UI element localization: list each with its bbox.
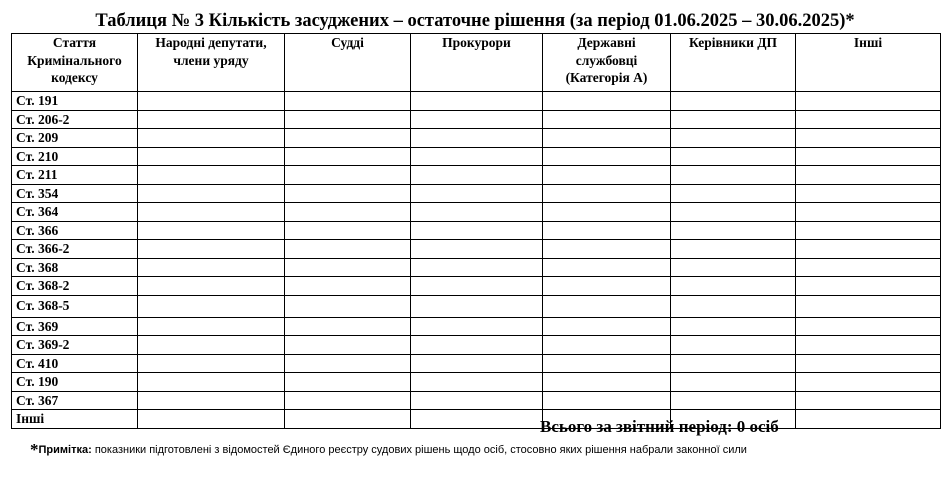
table-cell (285, 184, 411, 203)
table-cell (671, 166, 796, 185)
table-row (12, 295, 941, 317)
footnote-asterisk: * (30, 440, 39, 459)
table-cell (411, 184, 543, 203)
table-cell (411, 92, 543, 111)
table-cell (796, 184, 941, 203)
table-cell (138, 354, 285, 373)
row-article: Ст. 368-5 (12, 295, 138, 317)
table-cell (138, 317, 285, 336)
row-article: Ст. 369-2 (12, 336, 138, 355)
table-cell (138, 258, 285, 277)
table-cell (796, 295, 941, 317)
row-article: Ст. 210 (12, 147, 138, 166)
table-cell (138, 391, 285, 410)
table-cell (671, 258, 796, 277)
table-cell (285, 110, 411, 129)
row-article: Ст. 366 (12, 221, 138, 240)
table-row (12, 110, 941, 129)
table-cell (411, 373, 543, 392)
col-header-deputies: Народні депутати, члени уряду (138, 34, 285, 92)
col-header-enterprise-heads: Керівники ДП (671, 34, 796, 92)
table-cell (285, 277, 411, 296)
table-cell (671, 373, 796, 392)
table-cell (543, 203, 671, 222)
table-cell (543, 354, 671, 373)
table-cell (285, 258, 411, 277)
col-header-civil-servants: Державні службовці (Категорія А) (543, 34, 671, 92)
table-cell (138, 184, 285, 203)
table-cell (138, 295, 285, 317)
row-article: Ст. 368-2 (12, 277, 138, 296)
table-cell (543, 317, 671, 336)
table-cell (796, 166, 941, 185)
table-cell (285, 410, 411, 429)
col-header-prosecutors: Прокурори (411, 34, 543, 92)
table-cell (138, 92, 285, 111)
table-cell (796, 203, 941, 222)
table-row (12, 277, 941, 296)
table-row (12, 391, 941, 410)
table-cell (138, 110, 285, 129)
table-cell (285, 354, 411, 373)
table-cell (796, 373, 941, 392)
table-cell (796, 240, 941, 259)
table-row (12, 317, 941, 336)
col-header-article: Стаття Кримінального кодексу (12, 34, 138, 92)
table-cell (671, 92, 796, 111)
table-row (12, 410, 941, 429)
table-cell (285, 129, 411, 148)
table-cell (796, 92, 941, 111)
row-article: Ст. 368 (12, 258, 138, 277)
table-cell (671, 147, 796, 166)
table-row (12, 147, 941, 166)
table-cell (543, 277, 671, 296)
table-row (12, 373, 941, 392)
table-cell (796, 129, 941, 148)
row-article: Ст. 191 (12, 92, 138, 111)
table-cell (543, 92, 671, 111)
table-cell (543, 110, 671, 129)
table-cell (543, 373, 671, 392)
table-cell (671, 129, 796, 148)
table-cell (138, 336, 285, 355)
table-row (12, 240, 941, 259)
header-row (12, 34, 941, 92)
table-cell (285, 221, 411, 240)
table-cell (138, 203, 285, 222)
table-cell (796, 110, 941, 129)
row-article: Ст. 366-2 (12, 240, 138, 259)
row-article: Ст. 209 (12, 129, 138, 148)
footnote (30, 440, 747, 460)
table-cell (411, 336, 543, 355)
total-summary: Всього за звітний період: 0 осіб (540, 417, 779, 436)
table-cell (285, 92, 411, 111)
table-cell (543, 166, 671, 185)
table-cell (285, 240, 411, 259)
table-row (12, 336, 941, 355)
table-cell (671, 354, 796, 373)
table-title: Таблиця № 3 Кількість засуджених – остаточне рішення (за період 01.06.2025 – 30.06.2025)* (95, 11, 855, 31)
table-cell (138, 147, 285, 166)
table-cell (411, 129, 543, 148)
table-cell (796, 221, 941, 240)
row-article: Ст. 354 (12, 184, 138, 203)
table-cell (411, 147, 543, 166)
table-cell (671, 110, 796, 129)
table-cell (543, 295, 671, 317)
col-header-judges: Судді (285, 34, 411, 92)
table-cell (671, 221, 796, 240)
table-cell (671, 295, 796, 317)
row-article: Інші (12, 410, 138, 429)
table-cell (543, 129, 671, 148)
table-cell (796, 147, 941, 166)
table-cell (138, 277, 285, 296)
table-row (12, 203, 941, 222)
table-cell (138, 221, 285, 240)
table-cell (411, 203, 543, 222)
table-cell (285, 391, 411, 410)
table-cell (411, 410, 543, 429)
row-article: Ст. 369 (12, 317, 138, 336)
table-cell (796, 410, 941, 429)
table-cell (138, 129, 285, 148)
row-article: Ст. 410 (12, 354, 138, 373)
table-cell (411, 354, 543, 373)
table-row (12, 92, 941, 111)
row-article: Ст. 364 (12, 203, 138, 222)
table-cell (138, 373, 285, 392)
table-cell (138, 166, 285, 185)
table-cell (285, 336, 411, 355)
table-cell (671, 277, 796, 296)
table-cell (411, 110, 543, 129)
table-cell (543, 258, 671, 277)
table-cell (796, 258, 941, 277)
table-cell (411, 258, 543, 277)
table-cell (543, 336, 671, 355)
table-cell (671, 336, 796, 355)
table-cell (671, 203, 796, 222)
table-row (12, 221, 941, 240)
row-article: Ст. 211 (12, 166, 138, 185)
table-cell (285, 373, 411, 392)
table-cell (411, 240, 543, 259)
table-row (12, 184, 941, 203)
table-cell (411, 295, 543, 317)
table-row (12, 166, 941, 185)
table-row (12, 258, 941, 277)
footnote-text: показники підготовлені з відомостей Єдиного реєстру судових рішень щодо осіб, стосовно яких рішення набрали законної сили (91, 444, 747, 456)
table-row (12, 129, 941, 148)
table-cell (138, 410, 285, 429)
col-header-others: Інші (796, 34, 941, 92)
row-article: Ст. 206-2 (12, 110, 138, 129)
table-cell (671, 391, 796, 410)
table-cell (285, 166, 411, 185)
convictions-table (11, 33, 941, 429)
table-cell (796, 354, 941, 373)
table-cell (796, 391, 941, 410)
table-cell (543, 221, 671, 240)
table-cell (138, 240, 285, 259)
table-cell (285, 203, 411, 222)
table-cell (671, 240, 796, 259)
table-cell (411, 317, 543, 336)
table-cell (671, 184, 796, 203)
table-cell (796, 277, 941, 296)
table-cell (411, 221, 543, 240)
table-row (12, 354, 941, 373)
table-body (12, 92, 941, 429)
table-cell (543, 240, 671, 259)
table-cell (543, 391, 671, 410)
row-article: Ст. 190 (12, 373, 138, 392)
footnote-label: Примітка: (38, 444, 92, 456)
table-cell (543, 147, 671, 166)
table-cell (285, 295, 411, 317)
table-cell (285, 147, 411, 166)
table-cell (796, 317, 941, 336)
table-cell (411, 277, 543, 296)
table-cell (543, 184, 671, 203)
table-cell (285, 317, 411, 336)
table-cell (411, 391, 543, 410)
table-cell (411, 166, 543, 185)
row-article: Ст. 367 (12, 391, 138, 410)
table-cell (796, 336, 941, 355)
table-cell (671, 317, 796, 336)
